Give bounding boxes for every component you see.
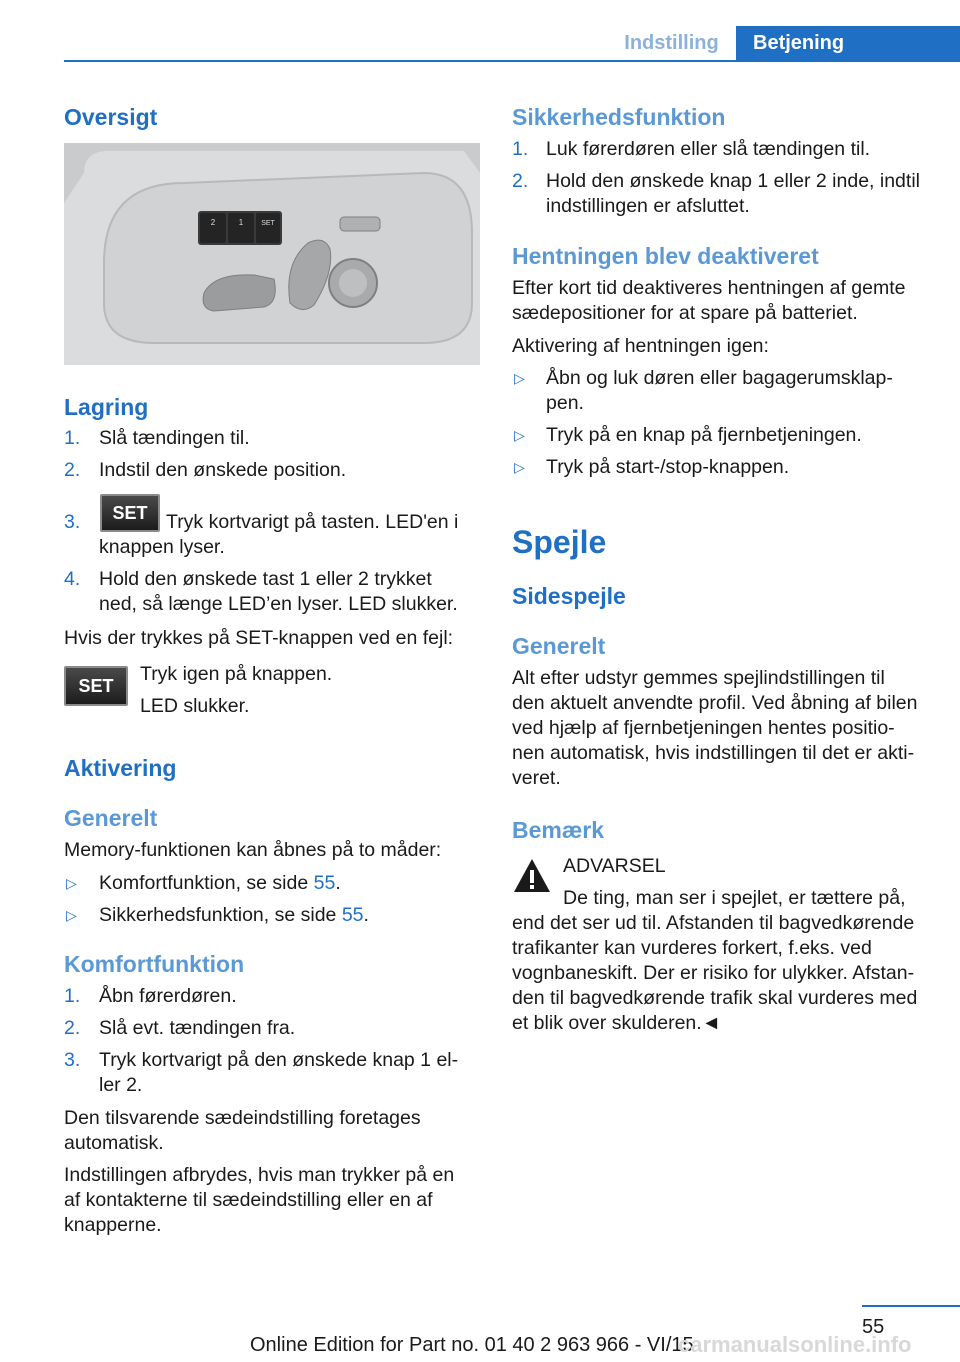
komfort-step-3-num: 3. <box>64 1049 81 1071</box>
para1-line1: Den tilsvarende sædeindstilling foretages <box>64 1107 421 1129</box>
komfort-step-2-num: 2. <box>64 1017 81 1039</box>
tab-betjening[interactable]: Betjening <box>736 26 960 60</box>
gen-line-3: ved hjælp af fjernbetjeningen hentes positio‐ <box>512 717 895 739</box>
aktiv-intro: Aktivering af hentningen igen: <box>512 335 769 357</box>
spejle-heading: Spejle <box>512 524 607 560</box>
lagring-step-4-num: 4. <box>64 568 81 590</box>
page-link-55[interactable]: 55 <box>341 904 364 926</box>
hent-heading: Hentningen blev deaktiveret <box>512 243 819 269</box>
triangle-bullet-icon: ▷ <box>514 370 525 386</box>
sidespejle-heading: Sidespejle <box>512 583 626 609</box>
error-line-2: LED slukker. <box>140 695 250 717</box>
lagring-step-2-text: Indstil den ønskede position. <box>99 459 347 481</box>
komfort-step-1-text: Åbn førerdøren. <box>99 985 237 1007</box>
komfort-step-2-text: Slå evt. tændingen fra. <box>99 1017 296 1039</box>
error-line-1: Tryk igen på knappen. <box>140 663 333 685</box>
hent-line1: Efter kort tid deaktiveres hentningen af gemte <box>512 277 906 299</box>
page-number: 55 <box>862 1316 885 1338</box>
warning-line-2: end det ser ud til. Afstanden til bagvedkørende <box>512 912 915 934</box>
hent-line2: sædepositioner for at spare på batteriet. <box>512 302 858 324</box>
lagring-step-4-text: Hold den ønskede tast 1 eller 2 trykket <box>99 568 432 590</box>
triangle-bullet-icon: ▷ <box>66 875 77 891</box>
para2-line1: Indstillingen afbrydes, hvis man trykker på en <box>64 1164 455 1186</box>
komfort-step-3-text2: ler 2. <box>99 1074 143 1096</box>
sikker-heading: Sikkerhedsfunktion <box>512 104 726 130</box>
memory-text: Memory-funktionen kan åbnes på to måder: <box>64 839 442 861</box>
watermark: carmanualsonline.info <box>678 1332 912 1357</box>
sikker-step-2-text2: indstillingen er afsluttet. <box>546 195 750 217</box>
seat-controls-photo <box>64 143 480 365</box>
aktiv-bullet-2: Tryk på en knap på fjernbetjeningen. <box>546 424 862 446</box>
photo-button-set: SET <box>261 220 275 227</box>
lagring-heading: Lagring <box>64 394 149 420</box>
bullet-sikkerhed: Sikkerhedsfunktion, se side 55. <box>99 904 369 926</box>
gen-line-4: nen automatisk, hvis indstillingen til det er akti‐ <box>512 742 915 764</box>
warning-line-4: vognbaneskift. Der er risiko for ulykker. Afstan‐ <box>512 962 915 984</box>
warning-icon <box>512 856 552 896</box>
warning-line-5: den til bagvedkørende trafik skal vurderes med <box>512 987 918 1009</box>
error-intro: Hvis der trykkes på SET-knappen ved en fejl: <box>64 627 454 649</box>
sikker-step-2-text: Hold den ønskede knap 1 eller 2 inde, indtil <box>546 170 920 192</box>
header-rule <box>64 60 960 62</box>
sikker-step-2-num: 2. <box>512 170 529 192</box>
tab-indstilling[interactable]: Indstilling <box>624 32 719 54</box>
generelt-heading-right: Generelt <box>512 633 606 659</box>
photo-button-2: 2 <box>210 218 216 227</box>
warning-title: ADVARSEL <box>563 855 666 877</box>
gen-line-5: veret. <box>512 767 561 789</box>
warning-line-1: De ting, man ser i spejlet, er tættere på, <box>563 887 906 909</box>
lagring-step-3-text: Tryk kortvarigt på tasten. LED'en i <box>166 511 459 533</box>
gen-line-1: Alt efter udstyr gemmes spejlindstillingen til <box>512 667 885 689</box>
komfort-heading: Komfortfunktion <box>64 951 245 977</box>
lagring-step-4-text2: ned, så længe LED’en lyser. LED slukker. <box>99 593 458 615</box>
lagring-step-3-num: 3. <box>64 511 81 533</box>
footer-rule <box>862 1305 960 1307</box>
para2-line2: af kontakterne til sædeindstilling eller en af <box>64 1189 433 1211</box>
warning-line-6: et blik over skulderen.◄ <box>512 1012 721 1034</box>
triangle-bullet-icon: ▷ <box>514 427 525 443</box>
aktiv-bullet-1: Åbn og luk døren eller bagagerumsklap‐ <box>546 367 893 389</box>
aktiv-bullet-3: Tryk på start-/stop-knappen. <box>546 456 790 478</box>
page-link-55[interactable]: 55 <box>313 872 336 894</box>
lagring-step-1-num: 1. <box>64 427 81 449</box>
oversigt-heading: Oversigt <box>64 104 158 130</box>
sikker-step-1-text: Luk førerdøren eller slå tændingen til. <box>546 138 871 160</box>
seat-controls-illustration <box>64 143 480 365</box>
footer-edition: Online Edition for Part no. 01 40 2 963 966 - VI/15 <box>250 1334 694 1356</box>
generelt-heading-left: Generelt <box>64 805 158 831</box>
lagring-step-1-text: Slå tændingen til. <box>99 427 250 449</box>
triangle-bullet-icon: ▷ <box>514 459 525 475</box>
set-button-icon-2: SET <box>64 666 128 706</box>
lagring-step-2-num: 2. <box>64 459 81 481</box>
warning-line-3: trafikanter kan vurderes forkert, f.eks. ved <box>512 937 872 959</box>
triangle-bullet-icon: ▷ <box>66 907 77 923</box>
komfort-step-1-num: 1. <box>64 985 81 1007</box>
para2-line3: knapperne. <box>64 1214 162 1236</box>
sikker-step-1-num: 1. <box>512 138 529 160</box>
lagring-step-3-text2: knappen lyser. <box>99 536 225 558</box>
gen-line-2: den aktuelt anvendte profil. Ved åbning af bilen <box>512 692 918 714</box>
bemaerk-heading: Bemærk <box>512 817 605 843</box>
photo-button-1: 1 <box>238 218 244 227</box>
aktivering-heading: Aktivering <box>64 755 177 781</box>
bullet-komfort: Komfortfunktion, se side 55. <box>99 872 341 894</box>
komfort-step-3-text: Tryk kortvarigt på den ønskede knap 1 el‐ <box>99 1049 459 1071</box>
set-button-icon: SET <box>100 494 160 532</box>
aktiv-bullet-1-cont: pen. <box>546 392 584 414</box>
para1-line2: automatisk. <box>64 1132 164 1154</box>
